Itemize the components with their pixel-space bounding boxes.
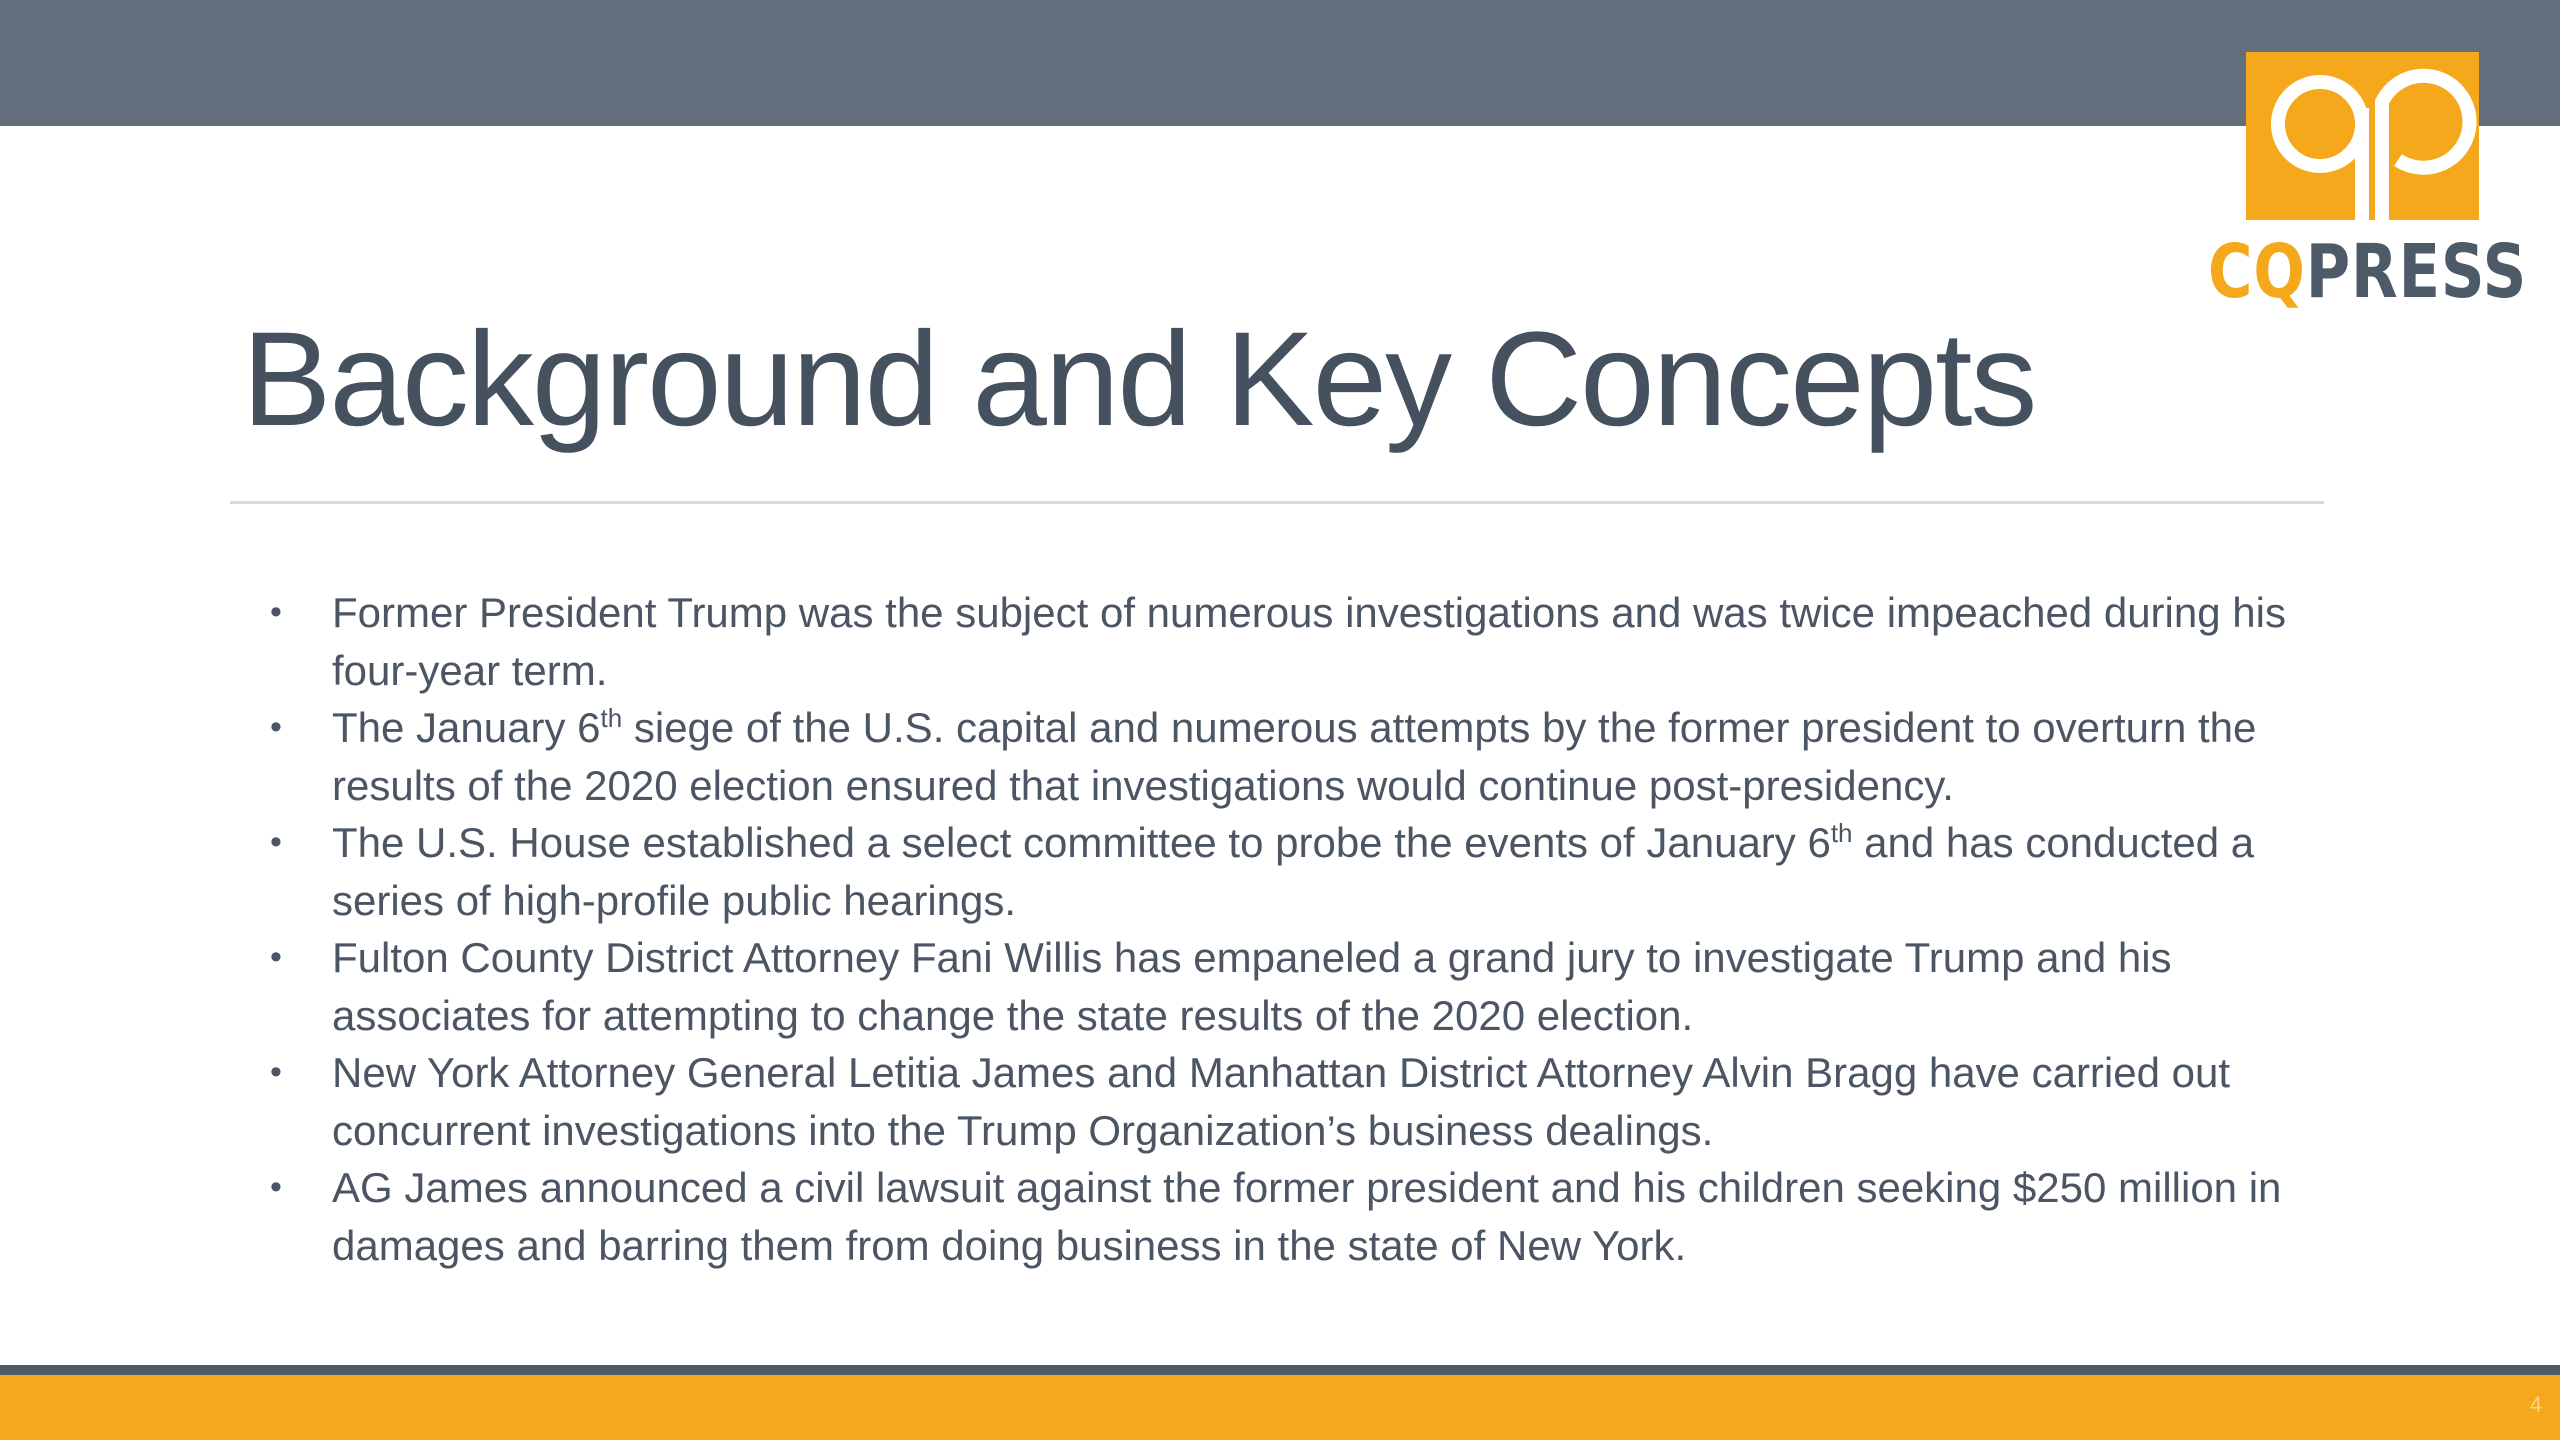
ordinal-suffix: th: [600, 703, 623, 733]
logo-mark-icon: [2246, 52, 2479, 220]
bullet-text: The January 6: [332, 704, 601, 751]
bullet-text: New York Attorney General Letitia James and Manhattan District Attorney Alvin Bragg have carried out concurrent investigations into the Trump Organization’s business dealings.: [332, 1049, 2231, 1154]
footer-bar: [0, 1375, 2560, 1440]
bullet-marker: •: [270, 593, 282, 631]
bullet-item: [262, 584, 2342, 699]
bullet-text: Former President Trump was the subject of numerous investigations and was twice impeached during his four-year term.: [332, 589, 2286, 694]
bullet-text: Fulton County District Attorney Fani Willis has empaneled a grand jury to investigate Trump and his associates for attempting to change the state results of the 2020 election.: [332, 934, 2172, 1039]
bullet-list: [262, 584, 2342, 1274]
bullet-marker: •: [270, 938, 282, 976]
bullet-text: AG James announced a civil lawsuit against the former president and his children seeking $250 million in damages and barring them from doing business in the state of New York.: [332, 1164, 2282, 1269]
bullet-text-cont: siege of the U.S. capital and numerous attempts by the former president to overturn the results of the 2020 election ensured that investigations would continue post-presidency.: [332, 704, 2257, 809]
bullet-item: [262, 1044, 2342, 1159]
bullet-marker: •: [270, 823, 282, 861]
bullet-marker: •: [270, 708, 282, 746]
bullet-marker: •: [270, 1168, 282, 1206]
bullet-item: [262, 1159, 2342, 1274]
cq-press-logo: [2208, 50, 2528, 315]
ordinal-suffix: th: [1830, 818, 1853, 848]
header-bar: [0, 0, 2560, 126]
logo-wordmark: [2208, 228, 2528, 316]
slide-title: Background and Key Concepts: [242, 305, 2036, 454]
logo-cq-text: CQ: [2208, 229, 2306, 315]
bullet-item: [262, 699, 2342, 814]
bullet-text-cont: and has conducted a series of high-profile public hearings.: [332, 819, 2255, 924]
footer-divider: [0, 1365, 2560, 1375]
bullet-item: [262, 929, 2342, 1044]
bullet-marker: •: [270, 1053, 282, 1091]
bullet-text: The U.S. House established a select committee to probe the events of January 6: [332, 819, 1831, 866]
page-number: 4: [2529, 1392, 2542, 1417]
logo-press-text: PRESS: [2305, 229, 2528, 315]
title-divider: [230, 501, 2324, 504]
bullet-item: [262, 814, 2342, 929]
